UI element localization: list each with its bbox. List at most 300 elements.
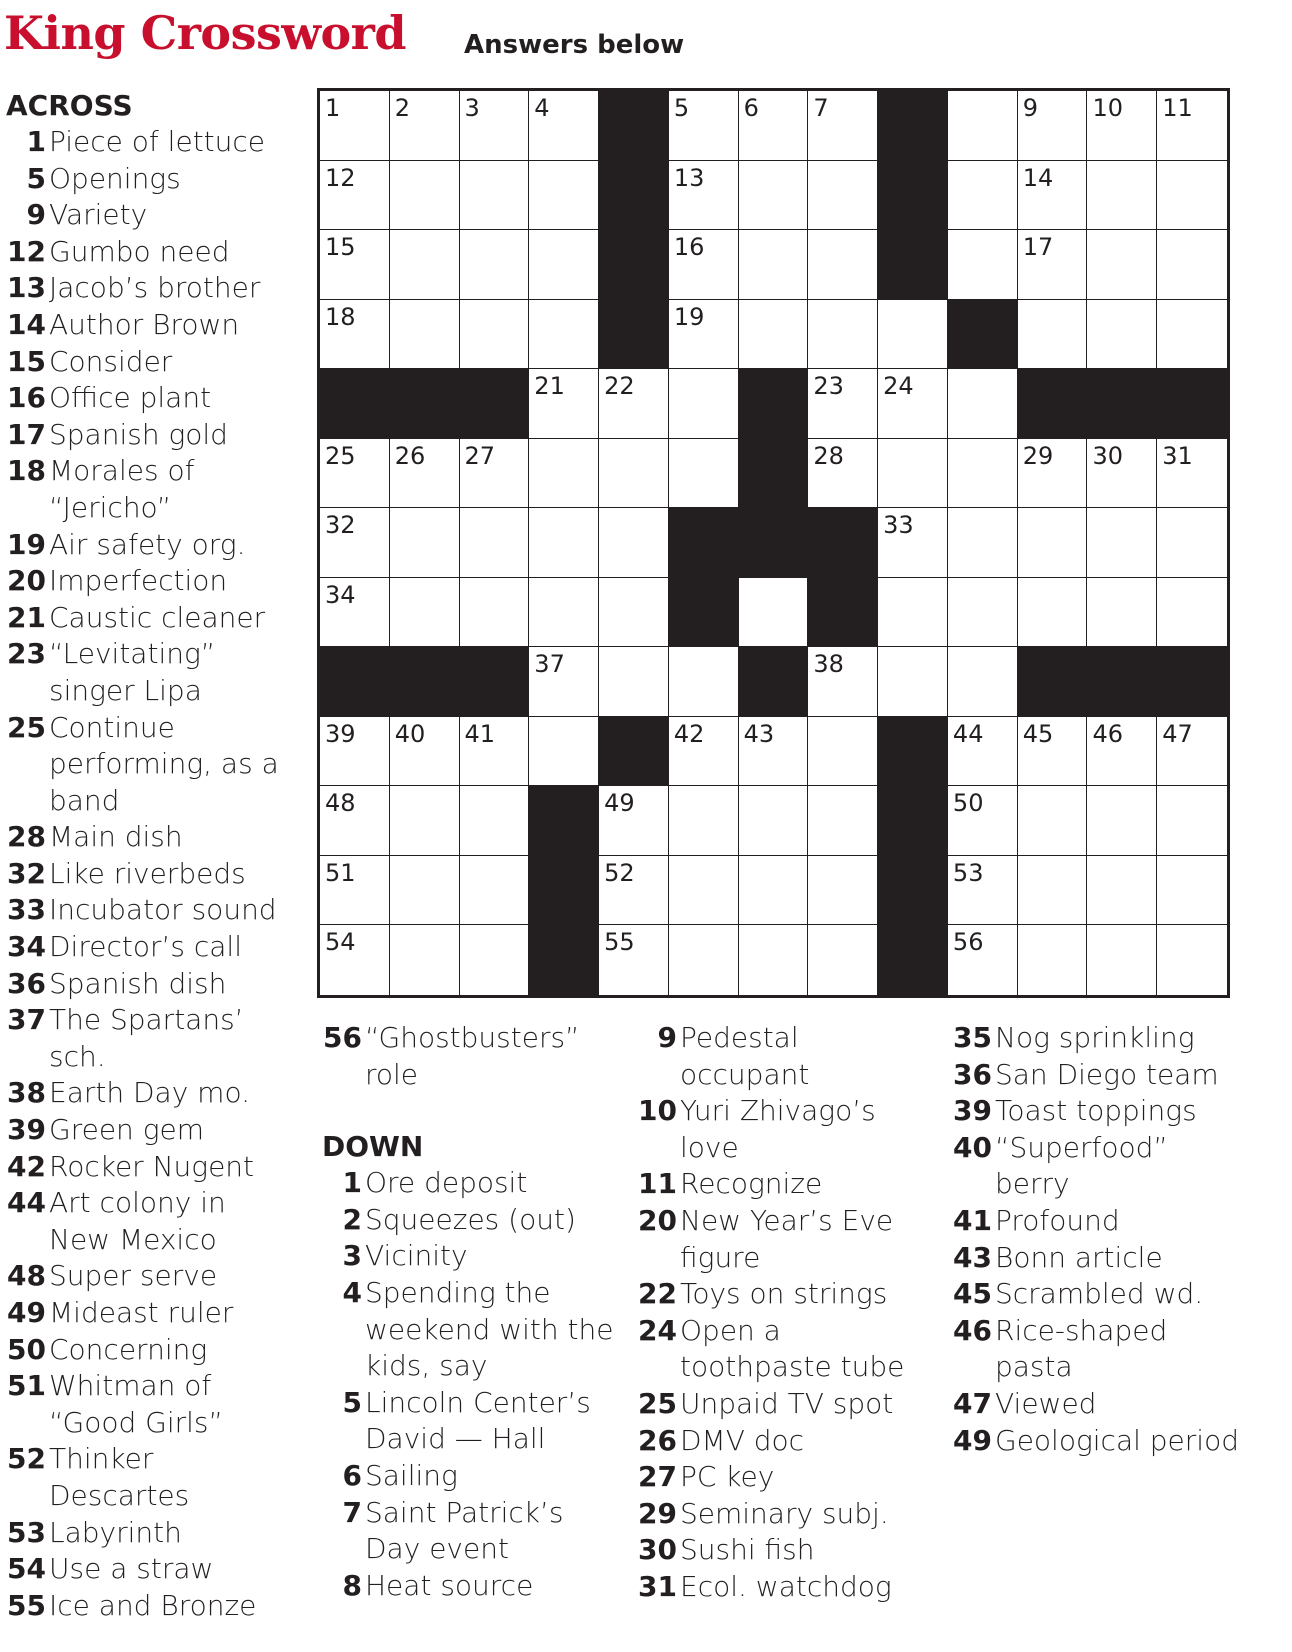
grid-cell[interactable] — [1087, 717, 1157, 787]
grid-cell[interactable] — [669, 647, 739, 717]
grid-cell[interactable] — [529, 369, 599, 439]
down-clue[interactable] — [322, 1495, 622, 1568]
across-clue[interactable] — [6, 819, 306, 856]
clue-number: 8 — [342, 1568, 362, 1602]
grid-cell[interactable] — [460, 230, 530, 300]
across-clue[interactable] — [6, 1441, 306, 1514]
grid-cell[interactable] — [1157, 508, 1227, 578]
black-square — [808, 508, 878, 578]
grid-cell[interactable] — [390, 508, 460, 578]
across-clue[interactable] — [6, 453, 306, 526]
down-clue[interactable] — [952, 1276, 1252, 1313]
grid-cell[interactable] — [878, 508, 948, 578]
grid-cell[interactable] — [390, 91, 460, 161]
grid-cell[interactable] — [669, 369, 739, 439]
grid-cell[interactable] — [808, 369, 878, 439]
across-clue-list-continued — [322, 1020, 622, 1093]
clue-number: 15 — [7, 344, 46, 378]
down-clue[interactable] — [952, 1057, 1252, 1094]
down-clue[interactable] — [322, 1458, 622, 1495]
grid-cell[interactable] — [320, 578, 390, 648]
clue-text: Spending the weekend with the kids, say — [365, 1275, 614, 1383]
grid-cell[interactable] — [739, 578, 809, 648]
down-clue[interactable] — [637, 1166, 937, 1203]
across-clue[interactable] — [6, 1002, 306, 1075]
grid-cell[interactable] — [669, 230, 739, 300]
cell-number: 18 — [325, 302, 356, 331]
grid-cell[interactable] — [1018, 856, 1088, 926]
grid-cell[interactable] — [739, 856, 809, 926]
grid-cell[interactable] — [878, 300, 948, 370]
grid-cell[interactable] — [669, 91, 739, 161]
across-clue[interactable] — [6, 1295, 306, 1332]
clues-column-4 — [952, 1020, 1252, 1459]
clue-text: Scrambled wd. — [995, 1277, 1204, 1311]
grid-cell[interactable] — [529, 647, 599, 717]
grid-cell[interactable] — [460, 439, 530, 509]
grid-cell[interactable] — [599, 578, 669, 648]
grid-cell[interactable] — [1018, 717, 1088, 787]
grid-cell[interactable] — [460, 856, 530, 926]
black-square — [1018, 647, 1088, 717]
grid-cell[interactable] — [878, 439, 948, 509]
grid-cell[interactable] — [948, 161, 1018, 231]
across-clue[interactable] — [6, 197, 306, 234]
grid-cell[interactable] — [529, 717, 599, 787]
black-square — [460, 369, 530, 439]
grid-cell[interactable] — [1157, 717, 1227, 787]
grid-cell[interactable] — [529, 300, 599, 370]
grid-cell[interactable] — [460, 91, 530, 161]
clue-number: 24 — [638, 1313, 677, 1347]
across-clue[interactable] — [6, 1112, 306, 1149]
grid-cell[interactable] — [390, 717, 460, 787]
across-clue[interactable] — [6, 1368, 306, 1441]
across-clue[interactable] — [6, 636, 306, 709]
black-square — [878, 161, 948, 231]
down-clue-list-continued-2 — [952, 1020, 1252, 1459]
grid-cell[interactable] — [739, 91, 809, 161]
grid-cell[interactable] — [390, 300, 460, 370]
down-clue[interactable] — [322, 1385, 622, 1458]
black-square — [529, 856, 599, 926]
grid-cell[interactable] — [1087, 925, 1157, 995]
cell-number: 55 — [604, 928, 635, 957]
grid-cell[interactable] — [669, 925, 739, 995]
across-clue[interactable] — [6, 1332, 306, 1369]
across-clue[interactable] — [6, 710, 306, 820]
clue-number: 28 — [7, 820, 46, 854]
clue-text: Spanish gold — [49, 417, 228, 451]
cell-number: 21 — [534, 372, 565, 401]
across-clue[interactable] — [6, 1588, 306, 1625]
cell-number: 37 — [534, 650, 565, 679]
clue-number: 36 — [7, 966, 46, 1000]
grid-cell[interactable] — [948, 786, 1018, 856]
down-clue[interactable] — [952, 1093, 1252, 1130]
grid-cell[interactable] — [460, 717, 530, 787]
grid-cell[interactable] — [669, 439, 739, 509]
grid-cell[interactable] — [948, 91, 1018, 161]
grid-cell[interactable] — [1087, 161, 1157, 231]
clue-text: Geological period — [995, 1423, 1239, 1457]
down-clue[interactable] — [322, 1202, 622, 1239]
grid-cell[interactable] — [808, 717, 878, 787]
clue-text: Jacob’s brother — [49, 271, 261, 305]
clue-number: 55 — [7, 1588, 46, 1622]
across-clue[interactable] — [6, 892, 306, 929]
grid-cell[interactable] — [1087, 439, 1157, 509]
grid-cell[interactable] — [1157, 786, 1227, 856]
clue-number: 43 — [953, 1240, 992, 1274]
cell-number: 54 — [325, 928, 356, 957]
down-clue[interactable] — [637, 1459, 937, 1496]
grid-cell[interactable] — [1157, 856, 1227, 926]
cell-number: 23 — [813, 372, 844, 401]
clue-number: 32 — [7, 856, 46, 890]
clue-number: 3 — [342, 1239, 362, 1273]
grid-cell[interactable] — [739, 786, 809, 856]
down-clue[interactable] — [637, 1020, 937, 1093]
clue-number: 36 — [953, 1057, 992, 1091]
clue-number: 17 — [7, 417, 46, 451]
grid-cell[interactable] — [808, 647, 878, 717]
clue-text: Whitman of “Good Girls” — [49, 1369, 224, 1439]
grid-cell[interactable] — [808, 300, 878, 370]
across-clue[interactable] — [6, 380, 306, 417]
down-clue[interactable] — [637, 1093, 937, 1166]
grid-cell[interactable] — [320, 439, 390, 509]
clue-text: Variety — [49, 198, 148, 232]
across-clue[interactable] — [322, 1020, 622, 1093]
crossword-grid[interactable] — [317, 88, 1230, 998]
grid-cell[interactable] — [529, 161, 599, 231]
clue-text: Yuri Zhivago’s love — [680, 1094, 876, 1164]
down-clue[interactable] — [952, 1020, 1252, 1057]
grid-cell[interactable] — [669, 856, 739, 926]
grid-cell[interactable] — [390, 786, 460, 856]
grid-cell[interactable] — [1018, 91, 1088, 161]
across-heading: ACROSS — [6, 89, 133, 122]
down-clue[interactable] — [637, 1313, 937, 1386]
grid-cell[interactable] — [1018, 230, 1088, 300]
grid-cell[interactable] — [1018, 508, 1088, 578]
grid-cell[interactable] — [1087, 856, 1157, 926]
grid-cell[interactable] — [948, 856, 1018, 926]
grid-cell[interactable] — [1157, 91, 1227, 161]
clue-text: Ecol. watchdog — [680, 1569, 892, 1603]
down-clue[interactable] — [952, 1130, 1252, 1203]
black-square — [878, 717, 948, 787]
grid-cell[interactable] — [1018, 161, 1088, 231]
grid-cell[interactable] — [1087, 91, 1157, 161]
grid-cell[interactable] — [320, 717, 390, 787]
clue-text: “Ghostbusters” role — [365, 1021, 580, 1091]
clue-text: Unpaid TV spot — [680, 1386, 894, 1420]
down-clue[interactable] — [322, 1238, 622, 1275]
black-square — [808, 578, 878, 648]
black-square — [320, 369, 390, 439]
across-clue[interactable] — [6, 1185, 306, 1258]
grid-cell[interactable] — [320, 230, 390, 300]
cell-number: 13 — [673, 163, 705, 192]
across-clue[interactable] — [6, 124, 306, 161]
down-clue[interactable] — [637, 1276, 937, 1313]
cell-number: 2 — [394, 94, 411, 122]
grid-cell[interactable] — [529, 439, 599, 509]
grid-cell[interactable] — [529, 508, 599, 578]
grid-cell[interactable] — [320, 925, 390, 995]
grid-cell[interactable] — [808, 786, 878, 856]
clue-text: Like riverbeds — [49, 856, 246, 890]
page-title: King Crossword — [4, 6, 407, 60]
across-clue[interactable] — [6, 344, 306, 381]
grid-cell[interactable] — [390, 925, 460, 995]
across-clue[interactable] — [6, 966, 306, 1003]
grid-cell[interactable] — [1087, 300, 1157, 370]
grid-cell[interactable] — [460, 925, 530, 995]
cell-number: 38 — [813, 650, 844, 679]
black-square — [320, 647, 390, 717]
across-clue[interactable] — [6, 563, 306, 600]
grid-cell[interactable] — [1087, 786, 1157, 856]
grid-cell[interactable] — [1157, 439, 1227, 509]
down-clue[interactable] — [952, 1240, 1252, 1277]
grid-cell[interactable] — [320, 91, 390, 161]
across-clue[interactable] — [6, 161, 306, 198]
grid-cell[interactable] — [1087, 578, 1157, 648]
grid-cell[interactable] — [948, 230, 1018, 300]
clue-number: 29 — [638, 1496, 677, 1530]
grid-cell[interactable] — [1157, 161, 1227, 231]
grid-cell[interactable] — [878, 369, 948, 439]
across-clue[interactable] — [6, 1075, 306, 1112]
cell-number: 41 — [464, 719, 496, 748]
grid-cell[interactable] — [599, 647, 669, 717]
grid-cell[interactable] — [1018, 925, 1088, 995]
black-square — [599, 91, 669, 161]
grid-cell[interactable] — [1018, 300, 1088, 370]
grid-cell[interactable] — [948, 925, 1018, 995]
black-square — [739, 439, 809, 509]
down-clue[interactable] — [637, 1386, 937, 1423]
grid-cell[interactable] — [1087, 508, 1157, 578]
clue-number: 4 — [342, 1275, 362, 1309]
grid-cell[interactable] — [808, 161, 878, 231]
black-square — [739, 508, 809, 578]
clue-number: 16 — [7, 381, 46, 415]
grid-cell[interactable] — [460, 508, 530, 578]
cell-number: 22 — [604, 372, 635, 401]
down-clue[interactable] — [637, 1423, 937, 1460]
cell-number: 16 — [673, 233, 705, 262]
across-clue[interactable] — [6, 856, 306, 893]
black-square — [390, 647, 460, 717]
clue-text: Bonn article — [995, 1240, 1163, 1274]
grid-cell[interactable] — [320, 161, 390, 231]
grid-cell[interactable] — [739, 925, 809, 995]
cell-number: 5 — [673, 94, 690, 122]
grid-cell[interactable] — [1018, 786, 1088, 856]
clue-text: DMV doc — [680, 1423, 805, 1457]
grid-cell[interactable] — [948, 439, 1018, 509]
down-clue[interactable] — [952, 1203, 1252, 1240]
across-clue[interactable] — [6, 1515, 306, 1552]
cell-number: 19 — [673, 302, 705, 331]
cell-number: 42 — [673, 719, 705, 748]
grid-cell[interactable] — [320, 300, 390, 370]
grid-cell[interactable] — [739, 230, 809, 300]
grid-cell[interactable] — [808, 91, 878, 161]
grid-cell[interactable] — [669, 161, 739, 231]
grid-cell[interactable] — [948, 717, 1018, 787]
clue-number: 44 — [7, 1186, 46, 1220]
grid-cell[interactable] — [320, 856, 390, 926]
across-clue[interactable] — [6, 527, 306, 564]
down-clue[interactable] — [322, 1165, 622, 1202]
grid-cell[interactable] — [1018, 439, 1088, 509]
cell-number: 17 — [1022, 233, 1054, 262]
cell-number: 9 — [1022, 94, 1038, 122]
grid-cell[interactable] — [529, 230, 599, 300]
clue-number: 31 — [638, 1569, 677, 1603]
clue-text: Squeezes (out) — [365, 1202, 576, 1236]
black-square — [599, 300, 669, 370]
cell-number: 56 — [952, 928, 984, 957]
grid-cell[interactable] — [878, 647, 948, 717]
grid-cell[interactable] — [460, 161, 530, 231]
clue-text: Earth Day mo. — [49, 1076, 250, 1110]
down-clue[interactable] — [637, 1496, 937, 1533]
down-clue[interactable] — [637, 1203, 937, 1276]
across-clue[interactable] — [6, 1551, 306, 1588]
across-clue[interactable] — [6, 929, 306, 966]
grid-cell[interactable] — [1018, 578, 1088, 648]
black-square — [878, 925, 948, 995]
clue-text: “Superfood” berry — [995, 1130, 1168, 1201]
grid-cell[interactable] — [390, 856, 460, 926]
grid-cell[interactable] — [529, 91, 599, 161]
grid-cell[interactable] — [460, 578, 530, 648]
cell-number: 53 — [952, 858, 984, 887]
grid-cell[interactable] — [948, 369, 1018, 439]
grid-cell[interactable] — [1157, 300, 1227, 370]
across-clue[interactable] — [6, 1258, 306, 1295]
cell-number: 28 — [813, 441, 844, 470]
grid-cell[interactable] — [390, 230, 460, 300]
across-clue[interactable] — [6, 270, 306, 307]
grid-cell[interactable] — [1157, 230, 1227, 300]
grid-cell[interactable] — [460, 300, 530, 370]
down-clue[interactable] — [322, 1568, 622, 1605]
grid-cell[interactable] — [669, 786, 739, 856]
down-clue[interactable] — [637, 1569, 937, 1606]
grid-cell[interactable] — [599, 369, 669, 439]
clue-text: “Levitating” singer Lipa — [49, 637, 216, 707]
down-clue[interactable] — [322, 1275, 622, 1385]
across-clue[interactable] — [6, 600, 306, 637]
down-clue[interactable] — [952, 1313, 1252, 1386]
black-square — [669, 578, 739, 648]
black-square — [460, 647, 530, 717]
clue-number: 46 — [953, 1313, 992, 1347]
clue-text: Imperfection — [49, 564, 228, 598]
cell-number: 12 — [325, 163, 356, 192]
cell-number: 11 — [1162, 94, 1193, 122]
clue-text: Sushi fish — [680, 1533, 815, 1567]
across-clue[interactable] — [6, 417, 306, 454]
grid-cell[interactable] — [808, 230, 878, 300]
clue-text: Mideast ruler — [49, 1296, 234, 1329]
grid-cell[interactable] — [599, 925, 669, 995]
black-square — [669, 508, 739, 578]
grid-cell[interactable] — [948, 508, 1018, 578]
across-clue[interactable] — [6, 307, 306, 344]
clue-text: Saint Patrick’s Day event — [365, 1495, 564, 1566]
grid-cell[interactable] — [808, 439, 878, 509]
grid-cell[interactable] — [1157, 925, 1227, 995]
clue-text: Seminary subj. — [680, 1496, 889, 1530]
grid-cell[interactable] — [599, 856, 669, 926]
grid-cell[interactable] — [390, 439, 460, 509]
grid-cell[interactable] — [739, 161, 809, 231]
black-square — [739, 647, 809, 717]
grid-cell[interactable] — [948, 647, 1018, 717]
grid-cell[interactable] — [529, 578, 599, 648]
grid-cell[interactable] — [948, 578, 1018, 648]
down-clue[interactable] — [952, 1423, 1252, 1460]
grid-cell[interactable] — [739, 300, 809, 370]
grid-cell[interactable] — [599, 508, 669, 578]
grid-cell[interactable] — [1157, 578, 1227, 648]
grid-cell[interactable] — [320, 508, 390, 578]
grid-cell[interactable] — [599, 439, 669, 509]
grid-cell[interactable] — [808, 856, 878, 926]
grid-cell[interactable] — [878, 578, 948, 648]
grid-cell[interactable] — [739, 717, 809, 787]
clue-number: 50 — [7, 1332, 46, 1366]
down-clue[interactable] — [637, 1532, 937, 1569]
clue-text: Profound — [995, 1203, 1120, 1237]
grid-cell[interactable] — [460, 786, 530, 856]
black-square — [878, 856, 948, 926]
clue-number: 9 — [26, 198, 46, 232]
grid-cell[interactable] — [390, 161, 460, 231]
across-clue[interactable] — [6, 234, 306, 271]
down-clue[interactable] — [952, 1386, 1252, 1423]
grid-cell[interactable] — [808, 925, 878, 995]
black-square — [878, 786, 948, 856]
grid-cell[interactable] — [1087, 230, 1157, 300]
cell-number: 39 — [325, 719, 356, 748]
cell-number: 52 — [604, 858, 635, 887]
black-square — [599, 161, 669, 231]
clue-number: 33 — [7, 893, 46, 927]
clue-text: Recognize — [680, 1167, 823, 1201]
grid-cell[interactable] — [669, 300, 739, 370]
clue-text: Rice-shaped pasta — [995, 1313, 1168, 1384]
black-square — [1157, 647, 1227, 717]
grid-cell[interactable] — [669, 717, 739, 787]
clue-number: 26 — [638, 1423, 677, 1457]
clue-number: 1 — [342, 1166, 362, 1200]
clue-number: 54 — [7, 1552, 46, 1586]
clue-number: 2 — [342, 1202, 362, 1236]
grid-cell[interactable] — [390, 578, 460, 648]
grid-cell[interactable] — [320, 786, 390, 856]
across-clue[interactable] — [6, 1149, 306, 1186]
grid-cell[interactable] — [599, 786, 669, 856]
